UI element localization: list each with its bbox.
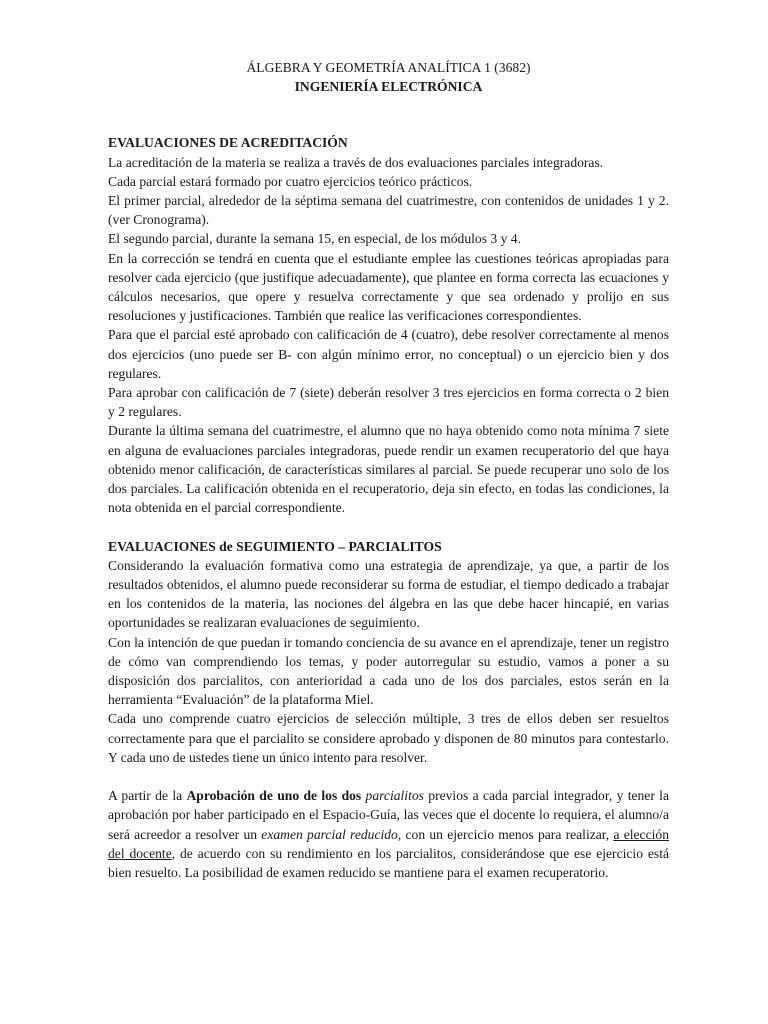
career-title: INGENIERÍA ELECTRÓNICA [294, 79, 483, 95]
underlined-run: a elección del docente [108, 826, 669, 861]
paragraph: En la corrección se tendrá en cuenta que el estudiante emplee las cuestiones teóricas apropiadas para resolver cada ejercicio (que justifique adecuadamente), que plantee en forma correcta las ecuaciones y cálculos necesarios, que opere y resuelva correctamente y que sea ordenado y prolijo en sus resoluciones y justificaciones. También que realice las verificaciones correspondientes. [108, 250, 669, 324]
paragraph: La acreditación de la materia se realiza a través de dos evaluaciones parciales integradoras. [108, 154, 604, 170]
document-page [108, 58, 669, 882]
paragraph: El primer parcial, alrededor de la séptima semana del cuatrimestre, con contenidos de unidades 1 y 2. (ver Cronograma). [108, 193, 669, 228]
text-run: previos a cada parcial integrador, y tener la aprobación por haber participado en el Espacio-Guía, las veces que el docente lo requiera, el alumno/a será acreedor a resolver un [108, 788, 669, 842]
paragraph: Durante la última semana del cuatrimestre, el alumno que no haya obtenido como nota mínima 7 siete en alguna de evaluaciones parciales integradoras, puede rendir un examen recuperatorio del que haya obtenido menor calificación, de características similares al parcial. Se puede recuperar uno solo de los dos parciales. La calificación obtenida en el recuperatorio, deja sin efecto, en todas las condiciones, la nota obtenida en el parcial correspondiente. [108, 423, 669, 516]
paragraph: Con la intención de que puedan ir tomando conciencia de su avance en el aprendizaje, tener un registro de cómo van comprendiendo los temas, y poder autorregular su estudio, vamos a poner a su disposición dos parcialitos, con anterioridad a cada uno de los dos parciales, estos serán en la herramienta “Evaluación” de la plataforma Miel. [108, 634, 669, 708]
italic-run: parcialitos [365, 788, 424, 804]
spacer [108, 767, 669, 786]
paragraph: Cada uno comprende cuatro ejercicios de selección múltiple, 3 tres de ellos deben ser resueltos correctamente para que el parcialito se considere aprobado y disponen de 80 minutos para contestarlo. Y cada uno de ustedes tiene un único intento para resolver. [108, 711, 669, 765]
paragraph: Cada parcial estará formado por cuatro ejercicios teórico prácticos. [108, 173, 473, 189]
paragraph: Para que el parcial esté aprobado con calificación de 4 (cuatro), debe resolver correctamente al menos dos ejercicios (uno puede ser B- con algún mínimo error, no conceptual) o un ejercicio bien y dos regulares. [108, 327, 669, 381]
course-title: ÁLGEBRA Y GEOMETRÍA ANALÍTICA 1 (3682) [246, 60, 531, 75]
final-paragraph [108, 786, 669, 882]
section-title: EVALUACIONES de SEGUIMIENTO – PARCIALITOS [108, 538, 442, 554]
section-title: EVALUACIONES DE ACREDITACIÓN [108, 135, 348, 151]
paragraph: Para aprobar con calificación de 7 (siete) deberán resolver 3 tres ejercicios en forma correcta o 2 bien y 2 regulares. [108, 385, 669, 420]
section-acreditacion [108, 133, 669, 517]
spacer [108, 517, 669, 536]
text-run: , de acuerdo con su rendimiento en los parcialitos, considerándose que ese ejercicio está bien resuelto. La posibilidad de examen reducido se mantiene para el examen recuperatorio. [108, 845, 670, 881]
paragraph: Considerando la evaluación formativa como una estrategia de aprendizaje, ya que, a partir de los resultados obtenidos, el alumno puede reconsiderar su forma de estudiar, el tiempo dedicado a trabajar en los contenidos de la materia, las nociones del álgebra en las que debe hacer hincapié, en varias oportunidades se realizaran evaluaciones de seguimiento. [108, 557, 669, 631]
document-header [108, 58, 669, 96]
text-run: A partir de la [108, 788, 187, 804]
text-run: , con un ejercicio menos para realizar, [397, 826, 614, 842]
section-seguimiento [108, 537, 669, 767]
bold-run: Aprobación de uno de los dos [186, 788, 366, 804]
paragraph: El segundo parcial, durante la semana 15, en especial, de los módulos 3 y 4. [108, 231, 521, 247]
italic-run: examen parcial reducido [261, 826, 398, 842]
